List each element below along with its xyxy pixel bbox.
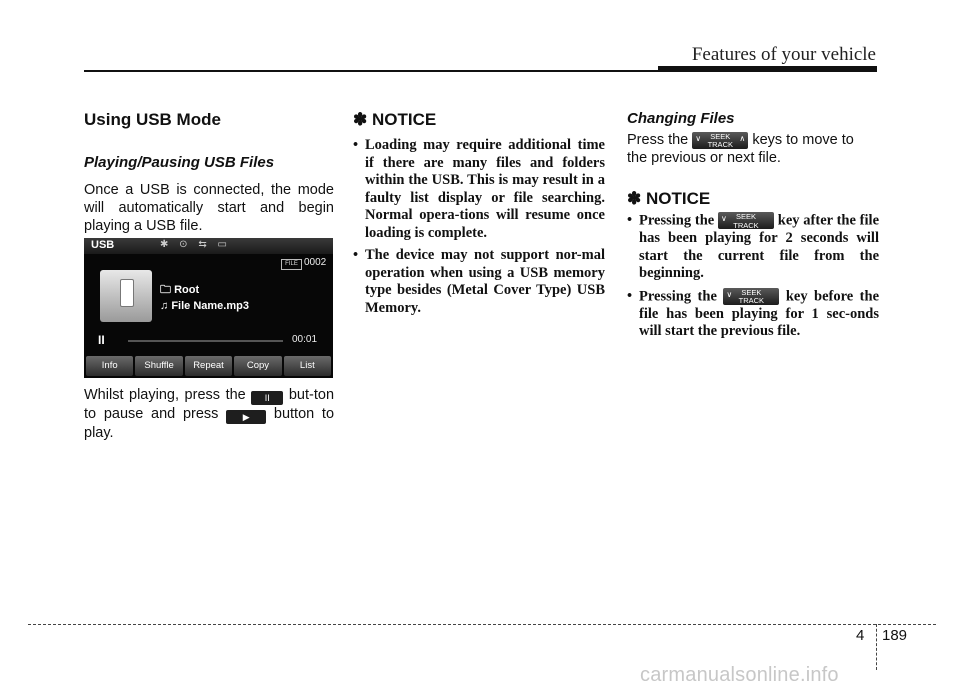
notice-bullet-text: The device may not support nor-mal operation when using a USB memory type besides (Metal Cover Type) USB Memory. xyxy=(365,247,605,316)
list-item xyxy=(627,288,879,341)
screen-file-number: 0002 xyxy=(304,257,327,268)
screen-time: 00:01 xyxy=(292,334,318,345)
footer-rule xyxy=(28,624,936,625)
softkey-repeat: Repeat xyxy=(185,356,232,376)
bullet1-text-a: Pressing the xyxy=(639,212,715,229)
softkey-info: Info xyxy=(86,356,133,376)
track-key-label: TRACK xyxy=(738,296,765,305)
screen-folder-row xyxy=(160,281,199,300)
screen-folder-name: Root xyxy=(174,284,200,296)
page-number: 189 xyxy=(882,627,908,644)
notice-heading-2: ✽ NOTICE xyxy=(627,189,711,208)
page-header-title: Features of your vehicle xyxy=(691,44,876,65)
softkey-shuffle: Shuffle xyxy=(135,356,182,376)
chapter-number: 4 xyxy=(856,627,865,644)
col3-para-text-a: Press the xyxy=(627,132,689,148)
screen-file-name: File Name.mp3 xyxy=(171,300,249,312)
bullet2-text-b: key before the file has been playing for 1 sec-onds will start the previous file. xyxy=(639,288,880,339)
seek-key-label: SEEK xyxy=(741,287,762,297)
screen-softkeys xyxy=(86,356,331,376)
screen-file-row xyxy=(160,300,249,312)
notice-heading-1: ✽ NOTICE xyxy=(353,110,437,129)
notice-bullet-text xyxy=(639,288,879,341)
pause-icon: II xyxy=(98,333,105,347)
usb-intro-paragraph: Once a USB is connected, the mode will automatically start and begin playing a USB file. xyxy=(84,182,334,234)
notice-bullet-text: Loading may require additional time if there are many files and folders within the USB. This is may result in a faulty list display or file searching. Normal opera-tions will resume once loading is complete. xyxy=(365,137,605,241)
softkey-list: List xyxy=(284,356,331,376)
subheading-playing-pausing: Playing/Pausing USB Files xyxy=(84,154,275,171)
screen-file-badge: FILE xyxy=(281,259,302,270)
bullet-dot: • xyxy=(353,137,359,153)
col3-para-text-b: keys to move to the previous or next file. xyxy=(627,132,854,166)
notice-bullet-text xyxy=(639,212,879,283)
para2-text-a: Whilst playing, press the xyxy=(84,387,246,403)
watermark: carmanualsonline.info xyxy=(640,664,839,686)
para2-text-c: button to play. xyxy=(84,406,335,441)
chevron-down-icon: ∨ xyxy=(726,289,733,299)
seek-key-label: SEEK xyxy=(710,131,731,141)
list-item xyxy=(353,247,605,317)
footer-divider xyxy=(876,624,877,670)
pause-button-icon: II xyxy=(251,391,283,405)
chevron-down-icon: ∨ xyxy=(720,214,727,223)
seek-track-key-icon xyxy=(692,132,748,149)
play-button-icon: ▶ xyxy=(226,410,266,424)
changing-files-paragraph xyxy=(627,131,877,167)
section-title: Using USB Mode xyxy=(84,110,221,129)
header-rule-accent xyxy=(658,66,877,72)
list-item xyxy=(353,137,605,242)
notice-list-1 xyxy=(353,137,605,322)
screen-mode-label: USB xyxy=(91,239,115,251)
bullet1-text-b: key after the file has been playing for 2 seconds will start the current file from the beginning. xyxy=(639,212,880,281)
folder-icon: 🗀 xyxy=(160,284,175,296)
play-pause-paragraph xyxy=(84,386,334,442)
bullet2-text-a: Pressing the xyxy=(639,288,717,304)
track-key-label: TRACK xyxy=(733,220,759,230)
list-item xyxy=(627,212,879,283)
bullet-dot: • xyxy=(627,287,633,304)
screen-progress-bar xyxy=(128,340,283,342)
usb-stick-icon xyxy=(120,279,134,307)
notice-list-2 xyxy=(627,212,879,346)
usb-screen-illustration xyxy=(84,238,333,378)
bullet-dot: • xyxy=(627,212,633,228)
para2-text-b: but-ton to pause and press xyxy=(84,387,335,422)
seek-track-key-icon xyxy=(718,212,774,229)
track-key-label: TRACK xyxy=(707,140,733,149)
music-note-icon: ♫ xyxy=(160,300,172,312)
seek-key-label: SEEK xyxy=(735,212,756,221)
subheading-changing-files: Changing Files xyxy=(627,110,735,127)
softkey-copy: Copy xyxy=(234,356,281,376)
screen-status-icons: ✱ ⊙ ⇆ ▭ xyxy=(160,239,231,250)
chevron-down-icon: ∨ xyxy=(695,133,702,143)
bullet-dot: • xyxy=(353,247,359,263)
chevron-up-icon: ∧ xyxy=(739,133,746,143)
seek-track-key-icon xyxy=(723,288,779,305)
